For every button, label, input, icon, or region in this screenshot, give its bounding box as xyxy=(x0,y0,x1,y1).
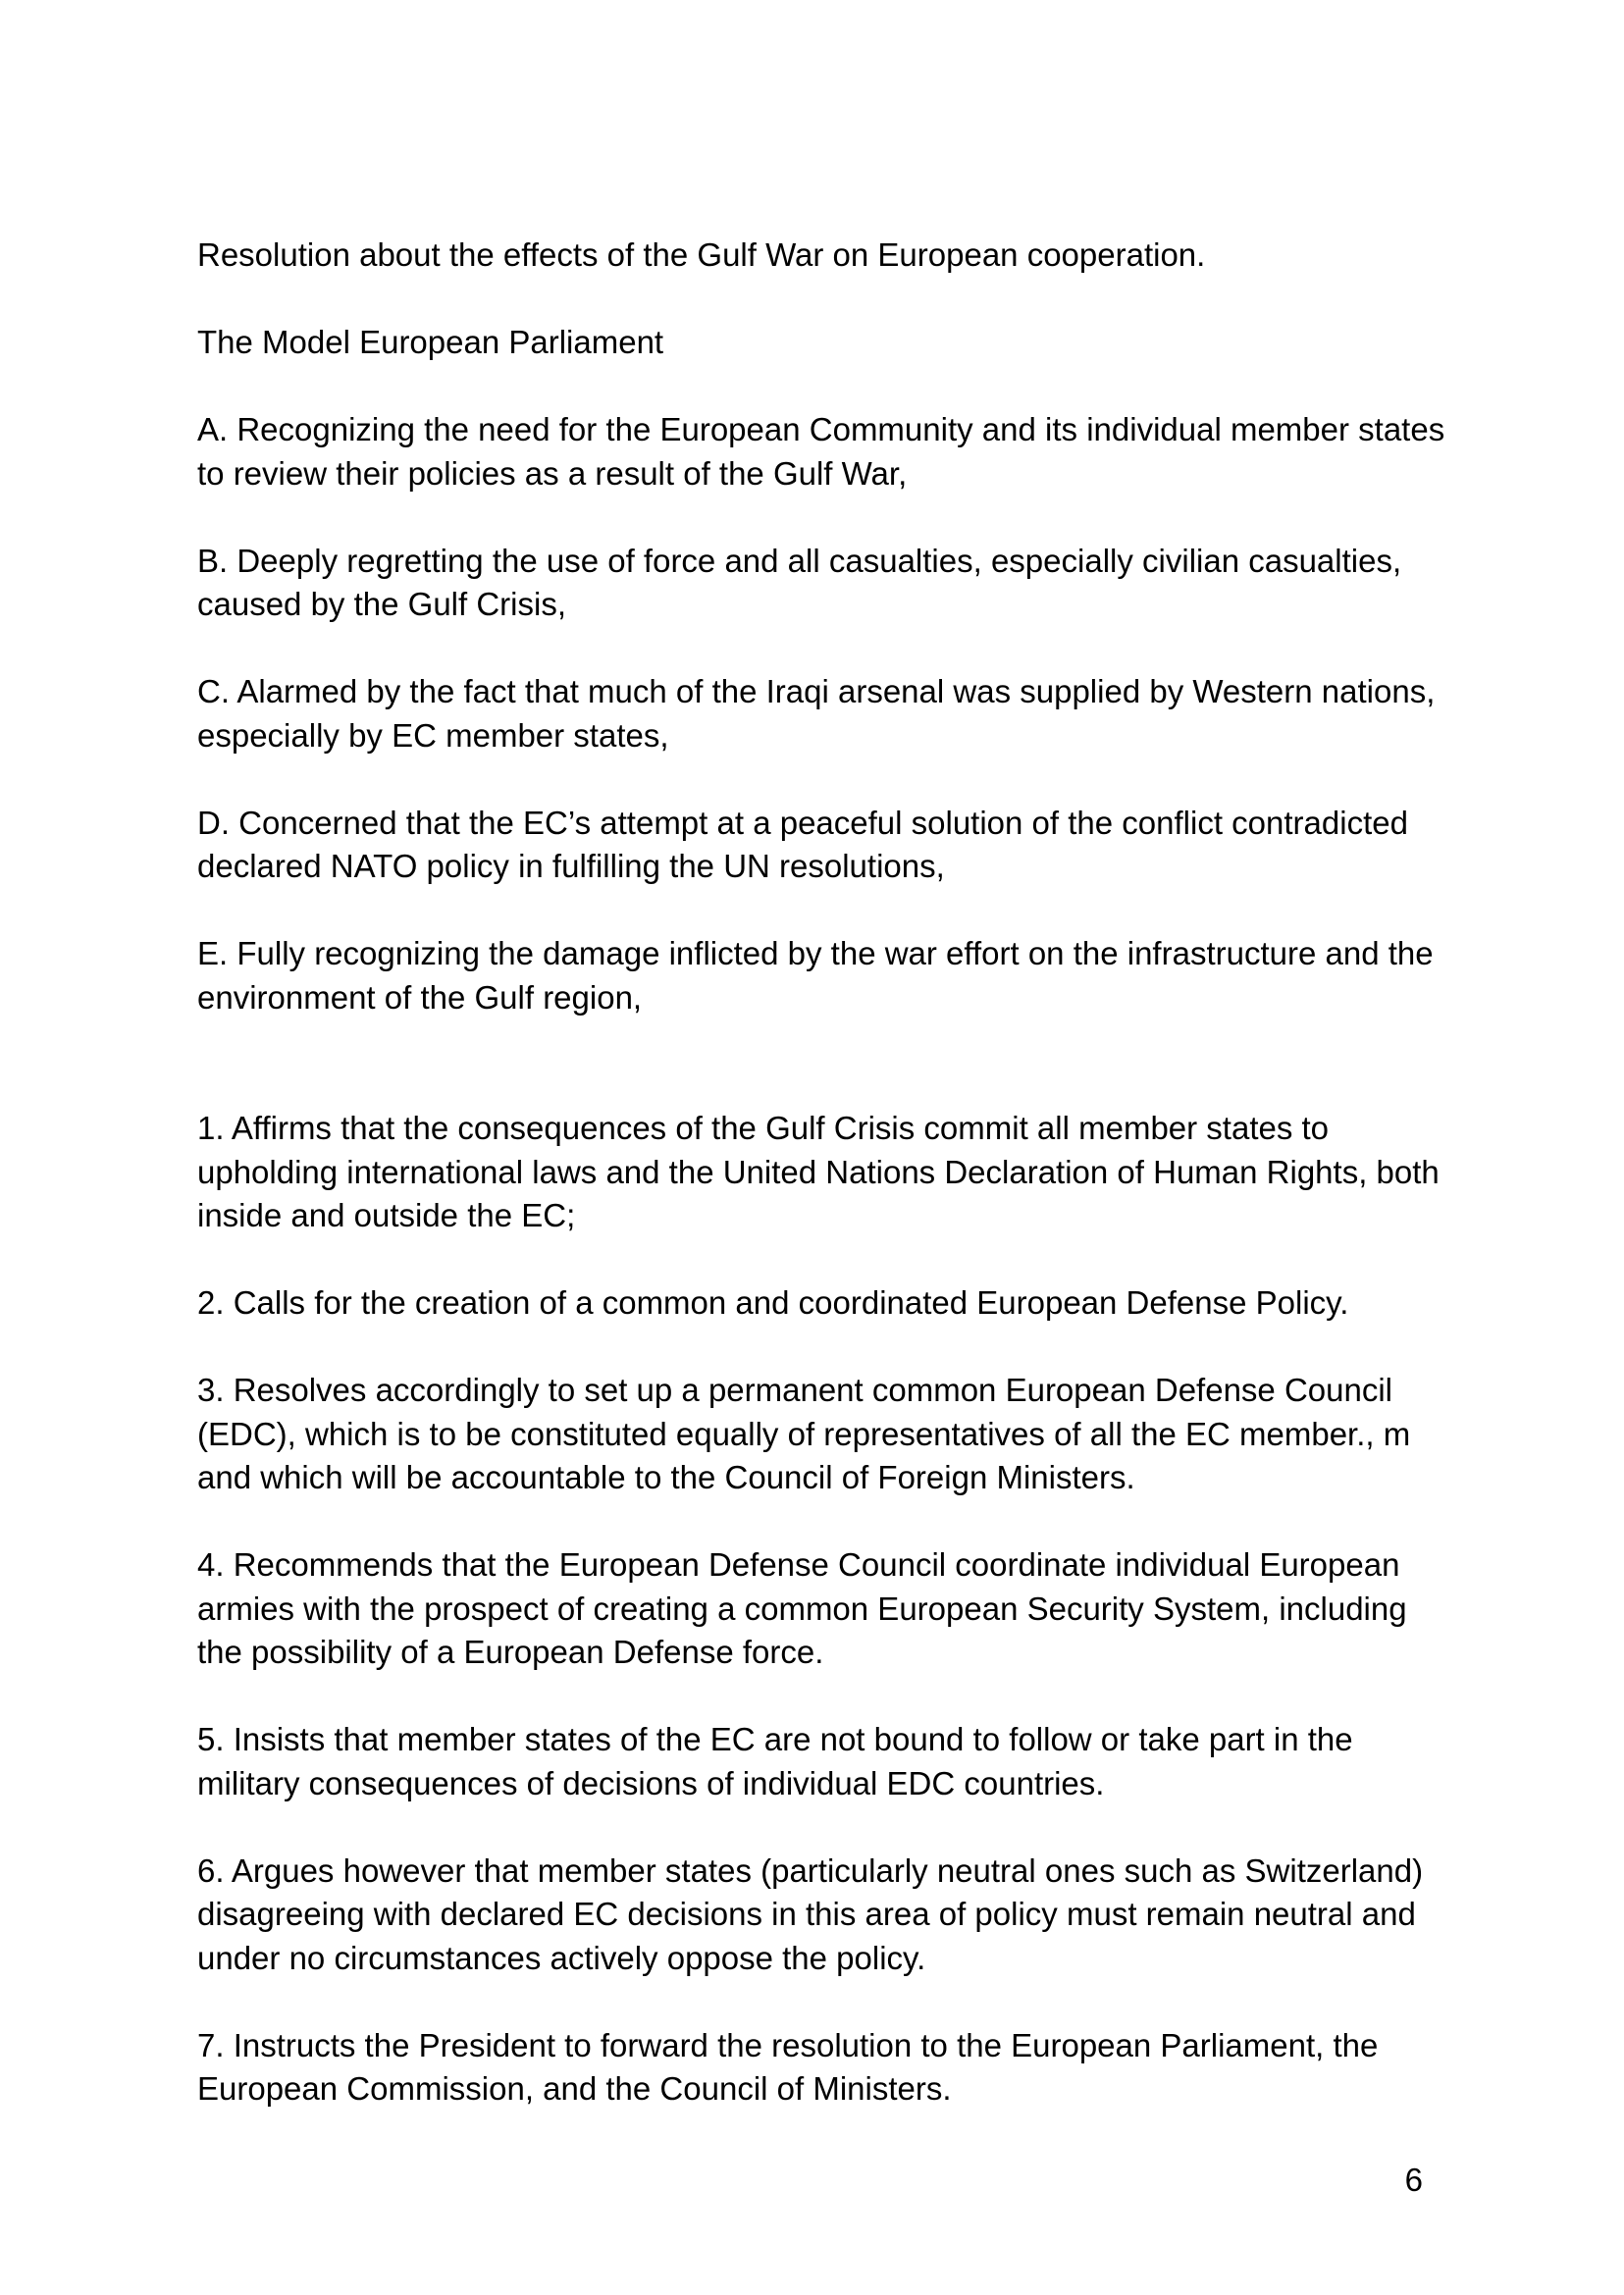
operative-clause-1: 1. Affirms that the consequences of the Gulf Crisis commit all member states to upholding international laws and the United Nations Declaration of Human Rights, both inside and outside the EC; xyxy=(197,1110,1440,1233)
operative-clause-6: 6. Argues however that member states (particularly neutral ones such as Switzerland) disagreeing with declared EC decisions in this area of policy must remain neutral and under no circumstances actively oppose the policy. xyxy=(197,1852,1424,1976)
preambular-clause-e: E. Fully recognizing the damage inflicted by the war effort on the infrastructure and the environment of the Gulf region, xyxy=(197,935,1434,1016)
document-content xyxy=(197,234,1453,2112)
operative-clause-4: 4. Recommends that the European Defense Council coordinate individual European armies with the prospect of creating a common European Security System, including the possibility of a European Defense force. xyxy=(197,1546,1407,1670)
preambular-clause-b: B. Deeply regretting the use of force and all casualties, especially civilian casualties, caused by the Gulf Crisis, xyxy=(197,542,1402,622)
operative-clause-2: 2. Calls for the creation of a common and coordinated European Defense Policy. xyxy=(197,1284,1349,1321)
preambular-clause-d: D. Concerned that the EC’s attempt at a peaceful solution of the conflict contradicted declared NATO policy in fulfilling the UN resolutions, xyxy=(197,804,1408,884)
operative-clause-3: 3. Resolves accordingly to set up a permanent common European Defense Council (EDC), which is to be constituted equally of representatives of all the EC member., m and which will be accountable to the Council of Foreign Ministers. xyxy=(197,1372,1411,1495)
operative-clause-5: 5. Insists that member states of the EC are not bound to follow or take part in the military consequences of decisions of individual EDC countries. xyxy=(197,1721,1353,1801)
operative-clause-7: 7. Instructs the President to forward the resolution to the European Parliament, the European Commission, and the Council of Ministers. xyxy=(197,2026,1379,2107)
page-number: 6 xyxy=(1404,2162,1423,2198)
resolution-body: The Model European Parliament xyxy=(197,324,664,360)
resolution-title: Resolution about the effects of the Gulf War on European cooperation. xyxy=(197,236,1206,273)
preambular-clause-c: C. Alarmed by the fact that much of the Iraqi arsenal was supplied by Western nations, especially by EC member states, xyxy=(197,673,1436,754)
preambular-clause-a: A. Recognizing the need for the European Community and its individual member states to review their policies as a result of the Gulf War, xyxy=(197,411,1445,492)
